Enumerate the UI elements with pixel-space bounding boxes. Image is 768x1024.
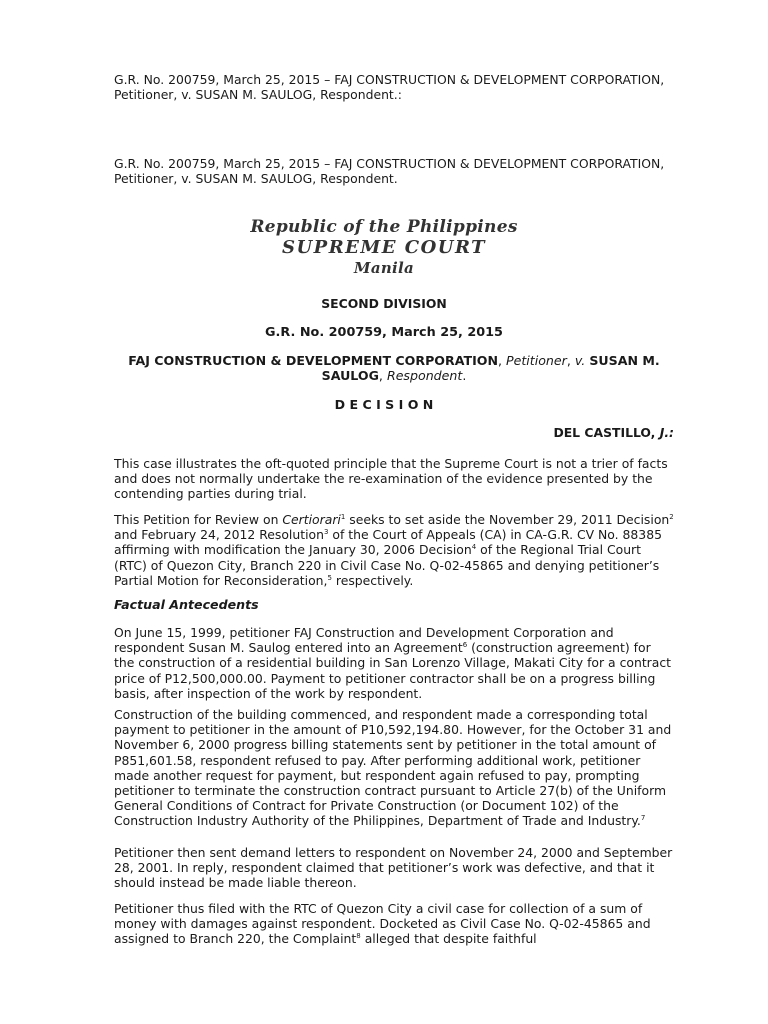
factual-1-text-1: On June 15, 1999, petitioner FAJ Construction and Development Corporation and respondent Susan M. Saulog entered into an Agreement bbox=[114, 625, 614, 656]
petition-text-6: respectively. bbox=[331, 572, 414, 588]
factual-4-text-2: alleged that despite faithful bbox=[360, 931, 537, 947]
respondent-name: SUSAN M. SAULOG bbox=[321, 353, 660, 384]
case-number-heading: G.R. No. 200759, March 25, 2015 bbox=[265, 325, 503, 340]
factual-4-text-1: Petitioner thus filed with the RTC of Quezon City a civil case for collection of a sum of money with damages against respondent. Docketed as Civil Case No. Q-02-45865 and assigned to Branch 220, the Complaint bbox=[114, 901, 651, 947]
footnote-4-ref[interactable]: 4 bbox=[471, 543, 477, 552]
header-caption-1: G.R. No. 200759, March 25, 2015 – FAJ CONSTRUCTION & DEVELOPMENT CORPORATION, Petitioner, v. SUSAN M. SAULOG, Respondent.: bbox=[114, 72, 665, 103]
footnote-6-ref[interactable]: 6 bbox=[462, 641, 468, 650]
footnote-2-ref[interactable]: 2 bbox=[669, 513, 674, 521]
footnote-7-ref[interactable]: 7 bbox=[640, 814, 646, 823]
decision-heading: D E C I S I O N bbox=[334, 397, 434, 412]
header-caption-2: G.R. No. 200759, March 25, 2015 – FAJ CONSTRUCTION & DEVELOPMENT CORPORATION, Petitioner, v. SUSAN M. SAULOG, Respondent. bbox=[114, 156, 665, 187]
certiorari-term: Certiorari bbox=[282, 512, 341, 527]
factual-paragraph-1 bbox=[114, 625, 674, 701]
petitioner-name: FAJ CONSTRUCTION & DEVELOPMENT CORPORATION bbox=[128, 353, 498, 368]
factual-1-text-2: (construction agreement) for the construction of a residential building in San Lorenzo Village, Makati City for a contract price of P12,500,000.00. Payment to petitioner contractor shall be on a progress billing basis, after inspection of the work by respondent. bbox=[114, 640, 672, 701]
factual-2-text: Construction of the building commenced, and respondent made a corresponding total payment to petitioner in the amount of P10,592,194.80. However, for the October 31 and November 6, 2000 progress billing statements sent by petitioner in the total amount of P851,601.58, respondent refused to pay. After performing additional work, petitioner made another request for payment, but respondent again refused to pay, prompting petitioner to terminate the construction contract pursuant to Article 27(b) of the Uniform General Conditions of Contract for Private Construction (or Document 102) of the Construction Industry Authority of the Philippines, Department of Trade and Industry. bbox=[114, 707, 672, 829]
petition-text-2: seeks to set aside the November 29, 2011 Decision bbox=[345, 512, 670, 527]
factual-paragraph-3: Petitioner then sent demand letters to respondent on November 24, 2000 and September 28, 2001. In reply, respondent claimed that petitioner’s work was defective, and that it should instead be made liable thereon. bbox=[114, 845, 673, 891]
factual-paragraph-2 bbox=[114, 707, 674, 829]
petition-text-4: of the Court of Appeals (CA) in CA-G.R. CV No. 88385 affirming with modification the January 30, 2006 Decision bbox=[114, 527, 662, 558]
footnote-8-ref[interactable]: 8 bbox=[356, 932, 361, 941]
ponente-suffix: J.: bbox=[659, 425, 674, 440]
court-masthead bbox=[0, 217, 768, 278]
division-heading: SECOND DIVISION bbox=[321, 296, 447, 311]
versus-text: v. bbox=[574, 353, 586, 368]
ponente-name: DEL CASTILLO, bbox=[553, 425, 656, 440]
parties-heading: FAJ CONSTRUCTION & DEVELOPMENT CORPORATION, Petitioner, v. SUSAN M. SAULOG, Respondent. bbox=[128, 353, 660, 384]
respondent-role: Respondent bbox=[386, 368, 463, 384]
intro-paragraph: This case illustrates the oft-quoted principle that the Supreme Court is not a trier of facts and does not normally undertake the re-examination of the evidence presented by the contending parties during trial. bbox=[114, 456, 668, 502]
petitioner-role: Petitioner bbox=[506, 353, 567, 368]
petition-text-5: of the Regional Trial Court (RTC) of Quezon City, Branch 220 in Civil Case No. Q-02-45865 and denying petitioner’s Partial Motion for Reconsideration, bbox=[114, 542, 660, 588]
footnote-3-ref[interactable]: 3 bbox=[323, 528, 329, 537]
factual-antecedents-heading: Factual Antecedents bbox=[114, 597, 259, 612]
petition-text-3: and February 24, 2012 Resolution bbox=[114, 527, 324, 543]
factual-paragraph-4 bbox=[114, 901, 674, 947]
footnote-5-ref[interactable]: 5 bbox=[327, 573, 332, 582]
petition-text-1: This Petition for Review on bbox=[114, 512, 283, 527]
ponente bbox=[114, 425, 674, 440]
masthead-manila: Manila bbox=[353, 259, 415, 277]
petition-paragraph bbox=[114, 512, 674, 588]
masthead-republic: Republic of the Philippines bbox=[250, 217, 518, 237]
masthead-supreme-court: SUPREME COURT bbox=[281, 237, 487, 258]
footnote-1-ref[interactable]: 1 bbox=[340, 513, 346, 521]
